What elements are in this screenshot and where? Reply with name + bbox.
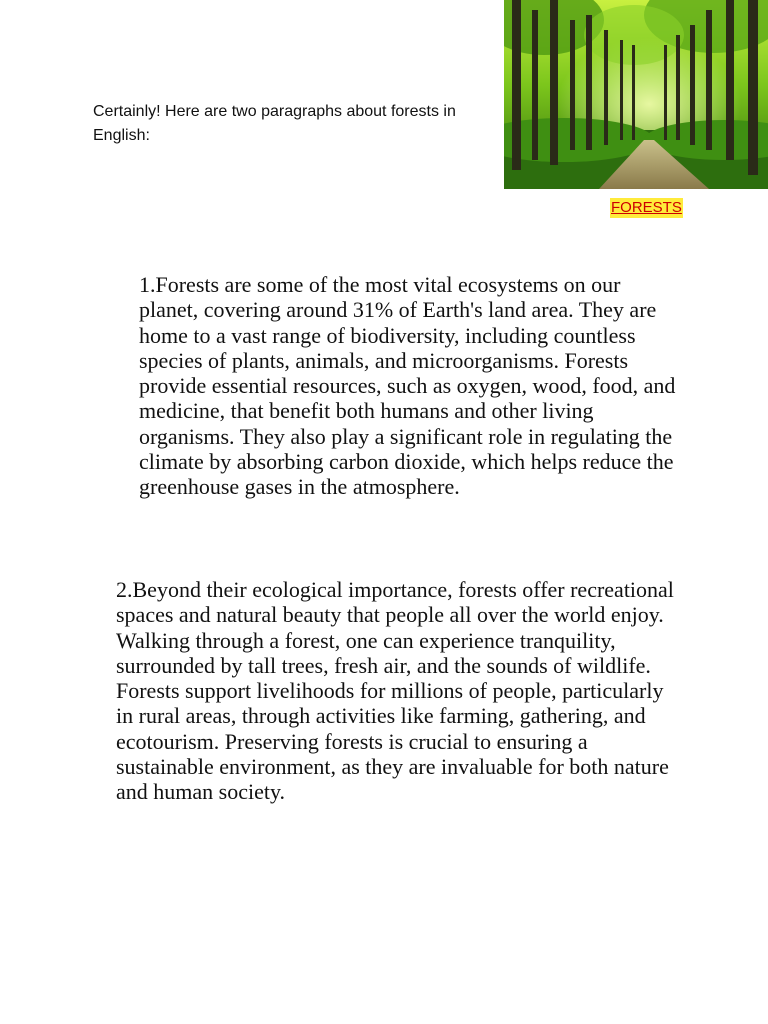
forests-heading-link[interactable]: FORESTS — [611, 199, 682, 216]
paragraph-2: 2.Beyond their ecological importance, forests offer recreational spaces and natural beauty that people all over the world enjoy. Walking through a forest, one can experience tranquility, surrounded by tall trees, fresh air, and the sounds of wildlife. Forests support livelihoods for millions of people, particularly in rural areas, through activities like farming, gathering, and ecotourism. Preserving forests is crucial to ensuring a sustainable environment, as they are invaluable for both nature and human society. — [116, 577, 674, 805]
paragraph-1: 1.Forests are some of the most vital ecosystems on our planet, covering around 31% of Earth's land area. They are home to a vast range of biodiversity, including countless species of plants, animals, and microorganisms. Forests provide essential resources, such as oxygen, wood, food, and medicine, that benefit both humans and other living organisms. They also play a significant role in regulating the climate by absorbing carbon dioxide, which helps reduce the greenhouse gases in the atmosphere. — [139, 272, 676, 500]
forest-image — [504, 0, 768, 189]
intro-text: Certainly! Here are two paragraphs about forests in English: — [93, 103, 456, 144]
